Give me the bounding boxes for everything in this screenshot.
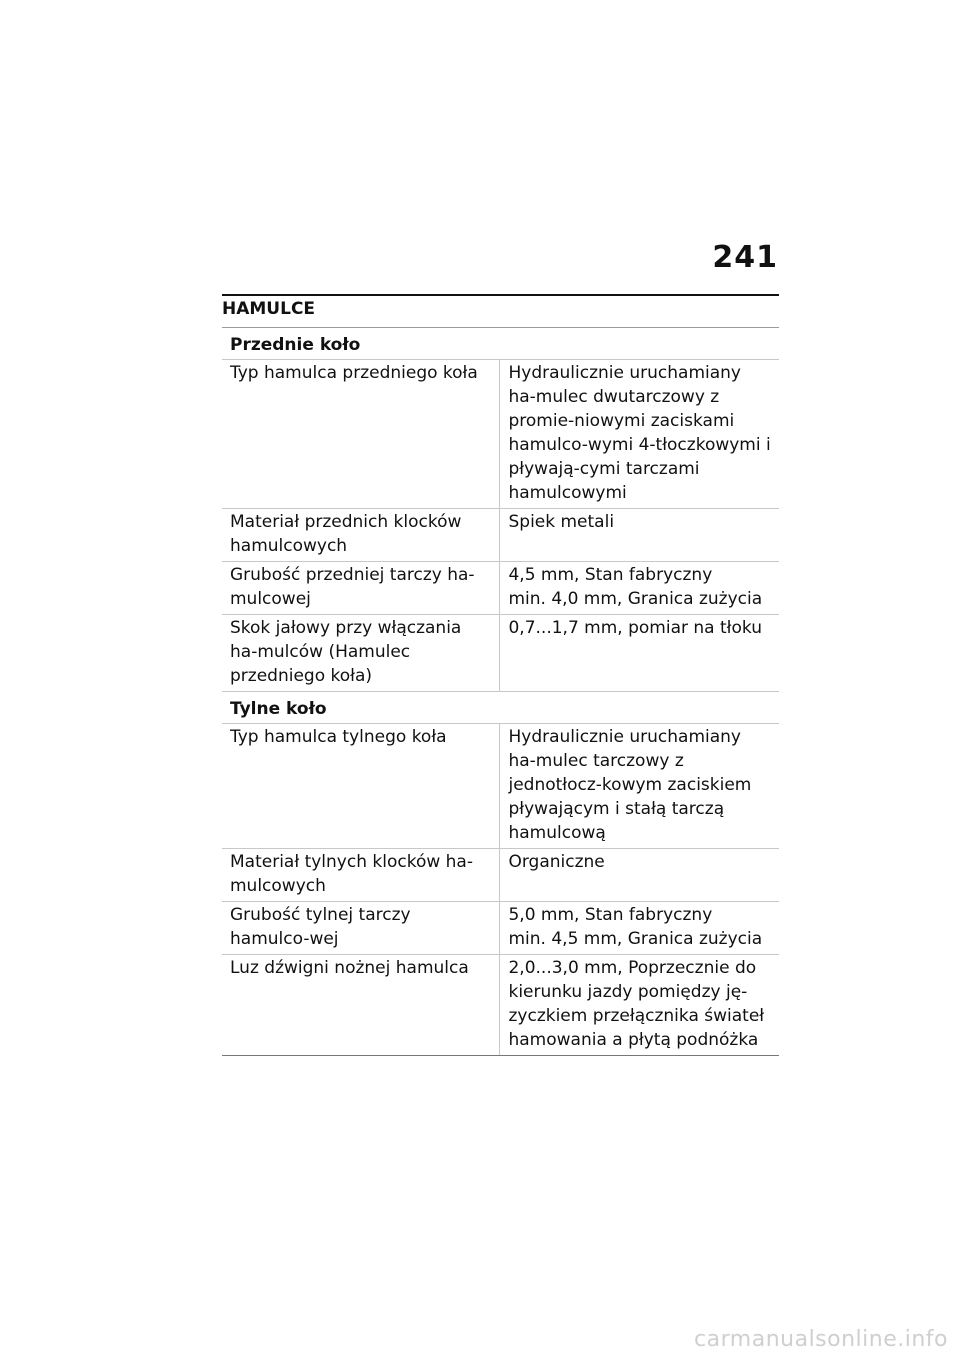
table-row xyxy=(222,955,779,1056)
table-row xyxy=(222,360,779,509)
section-title: HAMULCE xyxy=(222,299,316,319)
spec-value-line: 4,5 mm, Stan fabryczny xyxy=(508,565,713,585)
page-number: 241 xyxy=(712,240,778,275)
spec-label: Materiał tylnych klocków ha-mulcowych xyxy=(222,849,500,902)
table-row xyxy=(222,902,779,955)
spec-value: Spiek metali xyxy=(500,509,779,562)
spec-value: 0,7...1,7 mm, pomiar na tłoku xyxy=(500,615,779,692)
table-row xyxy=(222,509,779,562)
group-row-front xyxy=(222,328,779,360)
spec-label: Materiał przednich klocków hamulcowych xyxy=(222,509,500,562)
spec-label: Luz dźwigni nożnej hamulca xyxy=(222,955,500,1056)
spec-value: Hydraulicznie uruchamiany ha-mulec tarczowy z jednotłocz-kowym zaciskiem pływającym i stałą tarczą hamulcową xyxy=(500,724,779,849)
table-row xyxy=(222,562,779,615)
spec-label: Grubość tylnej tarczy hamulco-wej xyxy=(222,902,500,955)
table-row xyxy=(222,724,779,849)
group-heading-rear: Tylne koło xyxy=(222,692,779,724)
spec-value-line: 5,0 mm, Stan fabryczny xyxy=(508,905,713,925)
spec-value: Hydraulicznie uruchamiany ha-mulec dwutarczowy z promie-niowymi zaciskami hamulco-wymi 4-tłoczkowymi i pływają-cymi tarczami hamulcowymi xyxy=(500,360,779,509)
group-heading-front: Przednie koło xyxy=(222,328,779,360)
brakes-spec-table xyxy=(222,327,779,1056)
spec-label: Skok jałowy przy włączania ha-mulców (Hamulec przedniego koła) xyxy=(222,615,500,692)
table-row xyxy=(222,849,779,902)
spec-value: Organiczne xyxy=(500,849,779,902)
spec-value-line: min. 4,0 mm, Granica zużycia xyxy=(508,589,763,609)
spec-value-cell xyxy=(500,902,779,955)
spec-value-line: min. 4,5 mm, Granica zużycia xyxy=(508,929,763,949)
section-rule xyxy=(222,294,779,296)
spec-label: Typ hamulca tylnego koła xyxy=(222,724,500,849)
spec-label: Typ hamulca przedniego koła xyxy=(222,360,500,509)
spec-value: 2,0...3,0 mm, Poprzecznie do kierunku jazdy pomiędzy ję-zyczkiem przełącznika świateł hamowania a płytą podnóżka xyxy=(500,955,779,1056)
watermark-link[interactable]: carmanualsonline.info xyxy=(694,1327,948,1352)
spec-label: Grubość przedniej tarczy ha-mulcowej xyxy=(222,562,500,615)
group-row-rear xyxy=(222,692,779,724)
table-row xyxy=(222,615,779,692)
spec-value-cell xyxy=(500,562,779,615)
